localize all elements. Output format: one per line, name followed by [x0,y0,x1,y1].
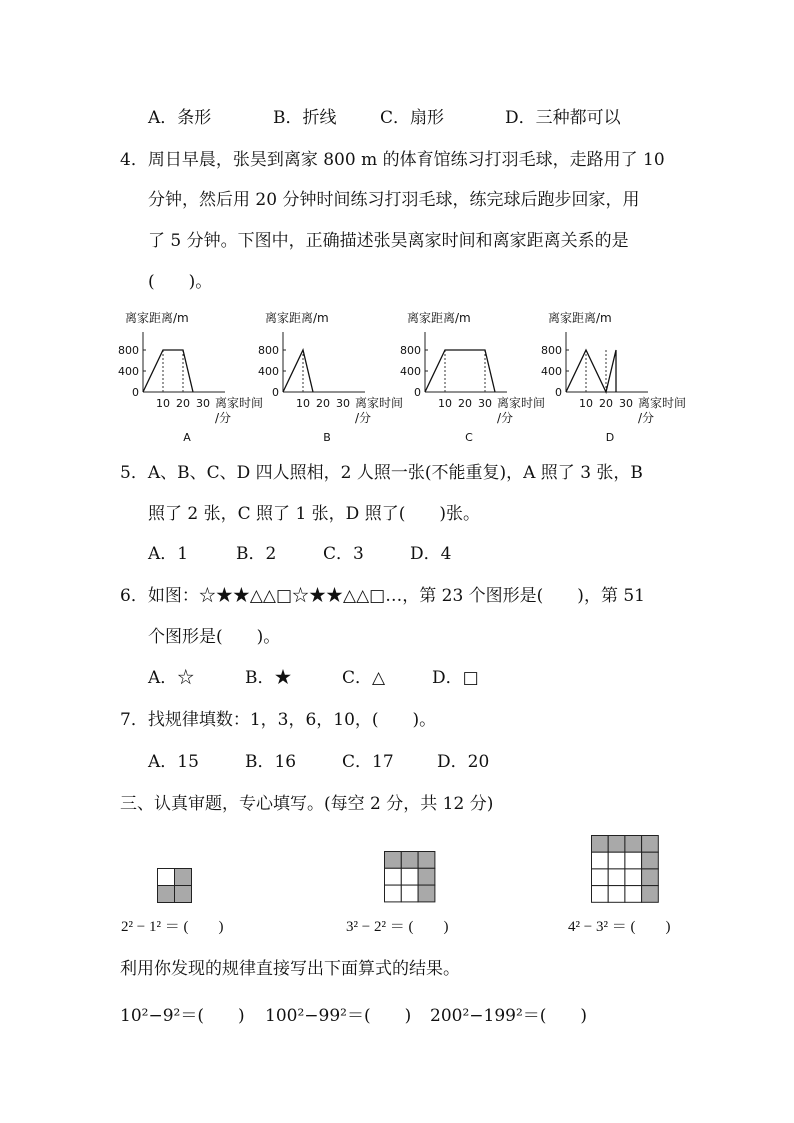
q7-option-c: C．17 [342,752,394,772]
x-tick-label: 30 [619,397,633,410]
series-line [283,350,313,392]
y-axis-label: 离家距离/m [265,311,329,325]
white-cell [625,869,642,886]
question-5-line-1: 5．A、B、C、D 四人照相，2 人照一张(不能重复)，A 照了 3 张，B [120,463,643,483]
equation-4: 4² − 3² ＝ ( ) [568,919,671,935]
y-axis-label: 离家距离/m [125,311,189,325]
option-d: D．三种都可以 [505,108,621,128]
x-axis-label: 离家时间 [638,396,687,410]
q6-option-c: C．△ [342,668,386,688]
shaded-cell [608,836,625,853]
option-a: A．条形 [148,108,212,128]
final-equation-2: 100²−99²＝( ) [265,1006,412,1026]
instruction-text: 利用你发现的规律直接写出下面算式的结果。 [120,959,460,979]
y-tick-label: 800 [258,344,279,357]
y-tick-label: 800 [541,344,562,357]
x-axis-label: /分 [215,411,232,425]
white-cell [401,868,418,885]
y-tick-label: 0 [555,386,562,399]
shaded-cell [385,852,402,869]
question-6-line-2: 个图形是( )。 [148,627,281,647]
white-cell [625,852,642,869]
x-tick-label: 10 [296,397,310,410]
x-tick-label: 20 [176,397,190,410]
shaded-cell [418,852,435,869]
shaded-cell [642,836,659,853]
white-cell [385,868,402,885]
y-tick-label: 400 [400,365,421,378]
shaded-cell [401,852,418,869]
question-4-line-3: 了 5 分钟。下图中，正确描述张昊离家时间和离家距离关系的是 [148,231,629,251]
white-cell [592,869,609,886]
x-tick-label: 10 [579,397,593,410]
question-4-line-1: 4．周日早晨，张昊到离家 800 m 的体育馆练习打羽毛球，走路用了 10 [120,150,665,170]
question-6-line-1: 6．如图：☆★★△△□☆★★△△□…，第 23 个图形是( )，第 51 [120,586,645,606]
chart-label: A [183,431,191,444]
y-tick-label: 400 [258,365,279,378]
shaded-cell [592,836,609,853]
section-3-heading: 三、认真审题，专心填写。(每空 2 分，共 12 分) [120,794,494,814]
shaded-cell [642,852,659,869]
y-axis-label: 离家距离/m [407,311,471,325]
grid-2x2 [157,868,193,904]
q7-option-b: B．16 [245,752,297,772]
y-tick-label: 800 [118,344,139,357]
x-axis-label: 离家时间 [215,396,264,410]
x-tick-label: 10 [438,397,452,410]
chart-label: C [465,431,473,444]
q7-option-d: D．20 [437,752,490,772]
y-tick-label: 800 [400,344,421,357]
x-tick-label: 30 [336,397,350,410]
y-tick-label: 400 [541,365,562,378]
white-cell [401,885,418,902]
grid-3x3 [384,851,436,903]
equation-3: 3² − 2² ＝ ( ) [346,919,449,935]
q5-option-d: D．4 [410,544,452,564]
series-line [143,350,193,392]
chart-label: B [323,431,331,444]
y-tick-label: 0 [132,386,139,399]
question-4-line-4: ( )。 [148,272,213,292]
shaded-cell [642,869,659,886]
option-b: B．折线 [273,108,337,128]
shaded-cell [642,886,659,903]
final-equation-3: 200²−199²＝( ) [430,1006,588,1026]
y-tick-label: 0 [414,386,421,399]
white-cell [385,885,402,902]
y-axis-label: 离家距离/m [548,311,612,325]
chart-label: D [605,431,615,444]
y-tick-label: 0 [272,386,279,399]
x-tick-label: 20 [599,397,613,410]
q5-option-b: B．2 [236,544,277,564]
shaded-cell [625,836,642,853]
x-axis-label: /分 [497,411,514,425]
white-cell [608,852,625,869]
x-tick-label: 30 [478,397,492,410]
q5-option-a: A．1 [148,544,189,564]
white-cell [592,852,609,869]
q6-option-b: B．★ [245,668,292,688]
distance-time-charts [0,305,794,455]
white-cell [592,886,609,903]
y-tick-label: 400 [118,365,139,378]
question-7-line-1: 7．找规律填数：1，3，6，10，( )。 [120,710,437,730]
x-tick-label: 20 [316,397,330,410]
white-cell [625,886,642,903]
x-axis-label: /分 [355,411,372,425]
q5-option-c: C．3 [323,544,364,564]
x-tick-label: 20 [458,397,472,410]
option-c: C．扇形 [380,108,445,128]
equation-2: 2² − 1² ＝ ( ) [121,919,224,935]
white-cell [608,869,625,886]
grid-4x4 [591,835,659,903]
white-cell [608,886,625,903]
x-tick-label: 30 [196,397,210,410]
q6-option-d: D．□ [432,668,479,688]
final-equation-1: 10²−9²＝( ) [120,1006,245,1026]
shaded-cell [418,885,435,902]
x-axis-label: /分 [638,411,655,425]
question-5-line-2: 照了 2 张，C 照了 1 张，D 照了( )张。 [148,504,480,524]
series-line [566,350,616,392]
x-axis-label: 离家时间 [497,396,546,410]
q7-option-a: A．15 [148,752,199,772]
x-axis-label: 离家时间 [355,396,404,410]
x-tick-label: 10 [156,397,170,410]
shaded-cell [418,868,435,885]
q6-option-a: A．☆ [148,668,195,688]
question-4-line-2: 分钟，然后用 20 分钟时间练习打羽毛球，练完球后跑步回家，用 [148,190,640,210]
